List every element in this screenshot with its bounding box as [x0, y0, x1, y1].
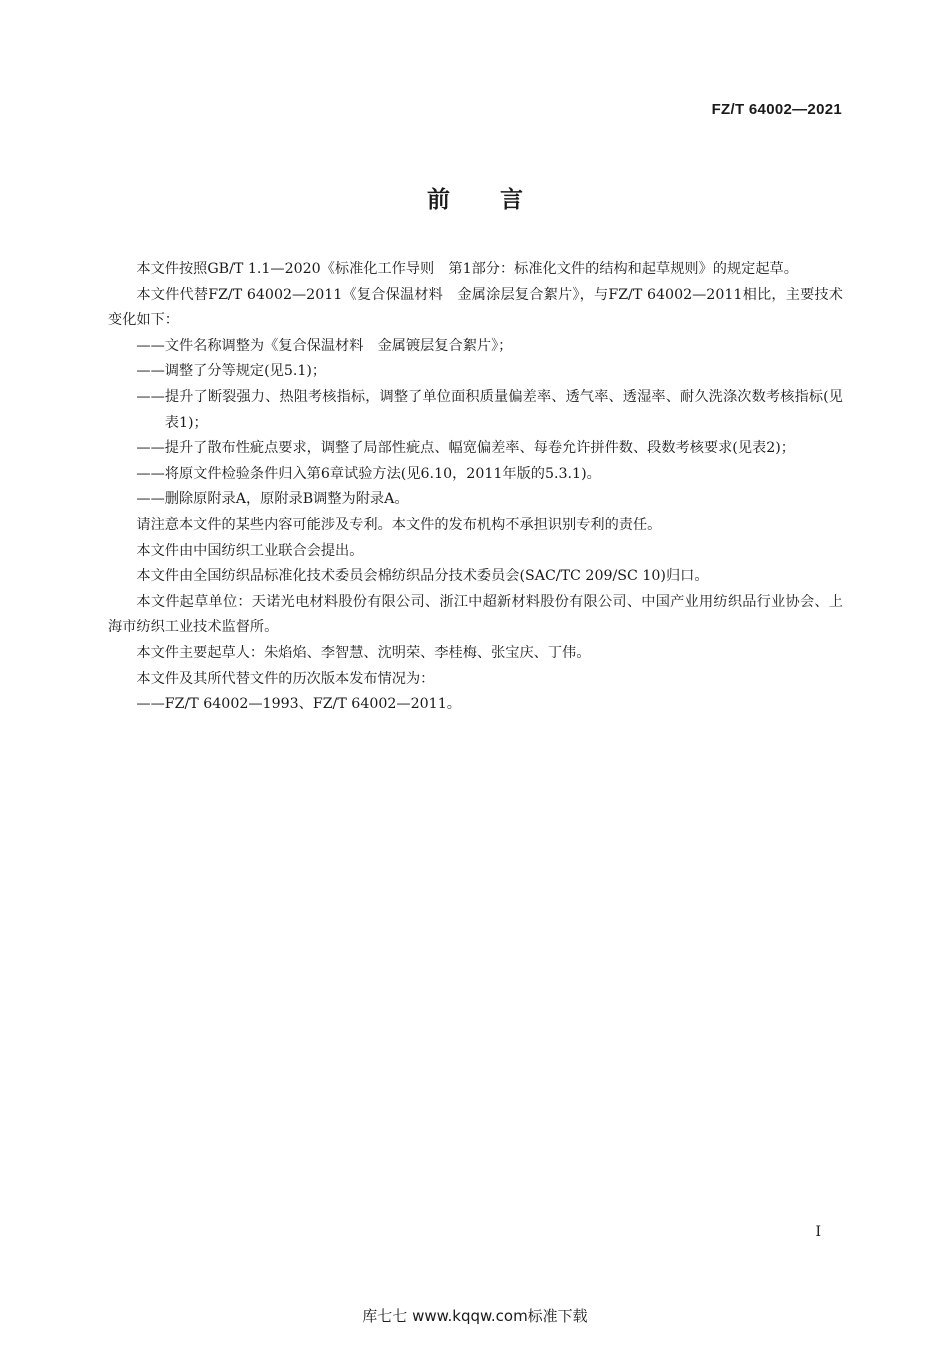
- change-item-indicators: ——提升了断裂强力、热阻考核指标，调整了单位面积质量偏差率、透气率、透湿率、耐久洗涤次数考核指标(见表1)；: [136, 388, 843, 431]
- page-title: 前言: [427, 187, 573, 213]
- change-item-test-conditions: ——将原文件检验条件归入第6章试验方法(见6.10，2011年版的5.3.1)。: [136, 465, 601, 482]
- paragraph-patent-notice: 请注意本文件的某些内容可能涉及专利。本文件的发布机构不承担识别专利的责任。: [136, 516, 662, 533]
- change-item-grading: ——调整了分等规定(见5.1)；: [136, 363, 327, 380]
- paragraph-committee: 本文件由全国纺织品标准化技术委员会棉纺织品分技术委员会(SAC/TC 209/SC 10)归口。: [136, 568, 709, 585]
- page-number: I: [815, 1224, 821, 1240]
- paragraph-drafting-rules: 本文件按照GB/T 1.1—2020《标准化工作导则 第1部分：标准化文件的结构和起草规则》的规定起草。: [136, 261, 798, 277]
- paragraph-drafting-units: 本文件起草单位：天诺光电材料股份有限公司、浙江中超新材料股份有限公司、中国产业用纺织品行业协会、上海市纺织工业技术监督所。: [108, 593, 843, 636]
- footer-watermark: 库七七 www.kqqw.com标准下载: [362, 1307, 588, 1325]
- change-item-name: ——文件名称调整为《复合保温材料 金属镀层复合絮片》；: [136, 337, 513, 354]
- change-item-annex: ——删除原附录A，原附录B调整为附录A。: [136, 491, 409, 508]
- document-body: [108, 257, 843, 718]
- paragraph-proposer: 本文件由中国纺织工业联合会提出。: [136, 542, 364, 559]
- paragraph-drafters: 本文件主要起草人：朱焰焰、李智慧、沈明荣、李桂梅、张宝庆、丁伟。: [136, 644, 591, 661]
- paragraph-replacement: 本文件代替FZ/T 64002—2011《复合保温材料 金属涂层复合絮片》，与FZ/T 64002—2011相比，主要技术变化如下：: [108, 286, 843, 329]
- standard-code: FZ/T 64002—2021: [711, 101, 842, 118]
- version-history-item: ——FZ/T 64002—1993、FZ/T 64002—2011。: [136, 696, 461, 713]
- change-item-defects: ——提升了散布性疵点要求，调整了局部性疵点、幅宽偏差率、每卷允许拼件数、段数考核要求(见表2)；: [136, 440, 795, 457]
- paragraph-version-history: 本文件及其所代替文件的历次版本发布情况为：: [136, 670, 435, 687]
